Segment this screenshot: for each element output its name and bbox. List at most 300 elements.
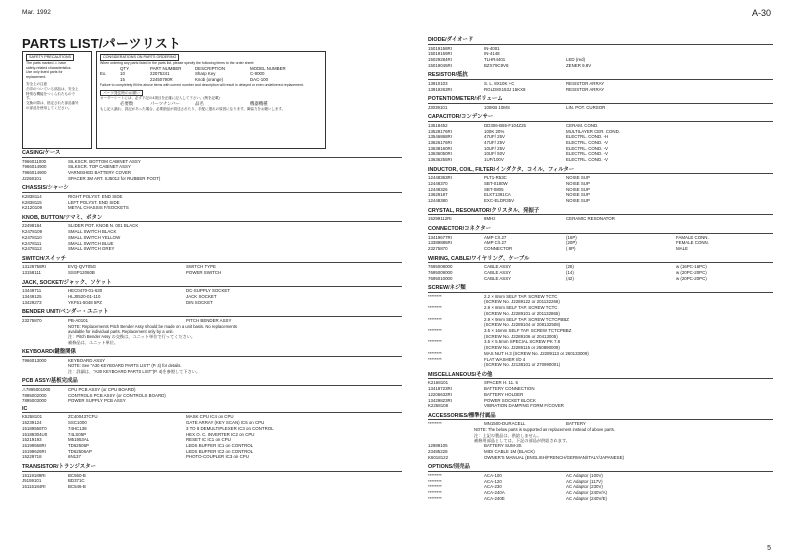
part-number: 15019045RI <box>428 62 452 68</box>
part-number: 13518452 <box>428 122 448 128</box>
part-description: SMALL SWITCH GREY <box>68 246 115 252</box>
part-number <box>428 362 484 368</box>
part-description: POWER SUPPLY PCB ASSY <box>68 398 126 404</box>
part-number: K2168101 <box>428 380 449 386</box>
part-description <box>566 362 676 368</box>
part-description: ACA-240A <box>484 490 505 496</box>
order-cell: C-9000 <box>250 71 265 77</box>
order-cell: Ex. <box>100 71 107 77</box>
part-description: GATE ARRAY (KEY SCAN) IC5 on CPU <box>186 420 265 426</box>
part-number: K6018122 <box>428 454 449 460</box>
part-description: CABLE ASSY <box>484 275 512 281</box>
safety-line: safety-related characteristics. <box>26 65 72 70</box>
part-description: HLJ0520-01-110 <box>68 294 101 300</box>
section-heading: CASING/ケース <box>22 148 402 158</box>
part-number: K5258101 <box>22 414 43 420</box>
model-code: A-30 <box>751 8 771 18</box>
parts-row <box>22 246 402 252</box>
part-description <box>676 63 773 69</box>
section-heading: KEYBOARD/鍵盤関係 <box>22 347 402 357</box>
part-number: 12448326 <box>428 186 448 192</box>
issue-date: Mar. 1992 <box>22 9 51 16</box>
part-description: BC560-B <box>68 472 86 478</box>
part-number: ******** <box>428 472 442 478</box>
part-description: AC Adaptor (240V/E) <box>566 495 608 501</box>
part-description <box>676 216 773 222</box>
part-description: SBT-0180W <box>484 181 508 187</box>
part-number: 23275870 <box>22 317 42 323</box>
part-description: ACA-230 <box>484 484 502 490</box>
section-note: available for individual parts. Replacement only by a unit. <box>68 329 174 335</box>
part-description: VIBRATION DAMPING FORM F/COVER <box>484 403 564 409</box>
part-description: ELECTRL. COND. -V <box>566 145 608 151</box>
part-description: 3.5 × 16mm SELF TAP. SCREW TCTCPBBZ <box>484 328 572 333</box>
safety-line: The parts marked ⚠ have <box>26 60 67 65</box>
part-description <box>676 455 773 461</box>
parts-row <box>428 276 773 282</box>
safety-line: Use only listed parts for <box>26 70 63 75</box>
part-description: TLHR4401 <box>484 56 506 62</box>
part-number: J2268101 <box>22 175 42 181</box>
part-description <box>676 105 773 111</box>
part-number: ******** <box>428 356 442 362</box>
part-number: 13636050RI <box>428 151 452 157</box>
part-description: 74LS05P <box>68 431 87 437</box>
part-number: J5159101 <box>22 478 42 484</box>
part-number: ******** <box>428 495 442 501</box>
section-note: 注：詳細は、"A30 KEYBOARD PARTS LIST"(P. 4)を参照して下さい。 <box>68 368 201 374</box>
order-header: MODEL NUMBER <box>250 65 286 71</box>
section-heading: ACCESSORIES/標準付属品 <box>428 411 773 421</box>
parts-row <box>428 87 773 93</box>
part-description: SWITCH TYPE <box>186 264 216 270</box>
section-heading: SWITCH/スイッチ <box>22 254 402 264</box>
safety-line-jp: ⚠印のついている部品は、安全上 <box>26 86 79 91</box>
part-number: 15189304U0 <box>22 431 48 437</box>
part-number: 13429273 <box>22 299 42 305</box>
part-number: ******** <box>428 484 442 490</box>
part-description: (28) <box>566 264 574 270</box>
part-description: CPU PCB ASSY (or CPU BOARD) <box>68 386 136 392</box>
part-description: DIN SOCKET <box>186 299 213 305</box>
part-description: NOISE SUP <box>566 198 590 204</box>
part-number: K2478109 <box>22 229 43 235</box>
part-description: SMALL SWITCH BLUE <box>68 240 114 246</box>
part-description <box>186 398 402 404</box>
part-description: ZENER 9.8V <box>566 62 592 68</box>
part-number: 7966014900 <box>22 164 47 170</box>
part-number: 7895003000 <box>22 398 47 404</box>
part-description: LIN. POT. CURSOR <box>566 104 606 110</box>
part-number: 15019159RI <box>428 51 452 57</box>
part-description: (42) <box>566 275 574 281</box>
section-heading: CHASSIS/シャーシ <box>22 183 402 193</box>
part-number: 13449125 <box>22 294 42 300</box>
part-description: 2.9 × 9mm SELF TAP. SCREW TCTCPBBZ <box>484 316 569 322</box>
part-number: 13629187 <box>428 192 448 198</box>
part-description: (SCREW No. J2289122 or 201132266) <box>484 299 560 305</box>
part-number: J3039101 <box>428 104 448 110</box>
section-heading: TRANSISTOR/トランジスター <box>22 462 402 472</box>
part-number: 7695009000 <box>428 269 453 275</box>
section-heading: KNOB, BUTTON/ツマミ、ボタン <box>22 213 402 223</box>
part-description: IN-4148 <box>484 51 500 57</box>
order-cell: DAC-100 <box>250 77 269 82</box>
page-title: PARTS LIST/パーツリスト <box>22 36 182 51</box>
part-description: AC Adaptor (240V/A) <box>566 490 608 496</box>
part-description: TD62506AP <box>68 448 92 454</box>
part-description: ACA-100 <box>484 472 502 478</box>
part-description: AC Adaptor (230V) <box>566 484 603 490</box>
part-description: BATTERY SUM-3S <box>484 443 522 449</box>
part-description: RESISTOR ARRAY <box>566 86 605 92</box>
part-description: CERAMIC RESONATOR <box>566 216 615 222</box>
part-description: HEX O. C. INVERTER IC2 on CPU <box>186 431 255 437</box>
parts-row <box>22 176 402 182</box>
order-header-jp: 必要数 <box>120 101 134 107</box>
part-description: POWER SWITCH <box>186 270 222 276</box>
part-number: 15029284RI <box>428 56 452 62</box>
part-description: OWNER'S MANUAL (ENGLISH/FRENCH/GERMAN/ITALY/JAPANESE) <box>484 454 624 460</box>
part-number: K2478110 <box>22 234 42 240</box>
part-description <box>566 455 676 461</box>
part-description: 3 TO 8 DEMULTIPLEXER IC3 on CONTROL <box>186 425 274 431</box>
part-description: RGLD8X153J 15KX8 <box>484 86 526 92</box>
part-number: 13546868RI <box>428 134 452 140</box>
part-description: SBT-0805 <box>484 186 504 192</box>
part-description <box>676 403 773 409</box>
part-description: PLT1-R53C <box>484 175 507 181</box>
part-number: 7695010000 <box>428 275 453 281</box>
order-cell: 22075241 <box>150 71 170 77</box>
ordering-label: CONSIDERATIONS ON PARTS ORDERING <box>100 54 179 61</box>
part-description: AMP C/I.27 <box>484 240 507 246</box>
part-number: 15219193 <box>22 437 42 443</box>
part-description: SMALL SWITCH YELLOW <box>68 234 121 240</box>
part-description: w (20PC-20PC) <box>676 269 707 275</box>
part-description <box>186 205 402 211</box>
part-description: AC Adaptor (100V) <box>566 472 603 478</box>
part-description: AMP C/I.27 <box>484 234 507 240</box>
safety-line-jp: 特別な機能をつくられたもので <box>26 91 75 96</box>
part-number: 13449711 <box>22 288 42 294</box>
part-number: 13419677RI <box>428 234 452 240</box>
part-number: ******** <box>428 328 442 333</box>
part-number: ******** <box>428 339 442 345</box>
left-parts-sections <box>22 146 402 490</box>
part-number: 7966011000 <box>22 158 47 164</box>
part-description: MALE <box>676 245 688 251</box>
part-number: ******** <box>428 478 442 484</box>
order-header-jp: パーツナンバー <box>150 101 181 107</box>
order-cell: Sharp Key <box>195 71 216 77</box>
part-description: LED (red) <box>566 56 586 62</box>
part-description: LEFT POLYST. END SIDE <box>68 199 120 205</box>
part-number: 13529176RI <box>428 128 452 134</box>
section-note: 注：Pitch Bender Assy の交換は、ユニット単位で行ってください。 <box>68 334 196 340</box>
part-number: 15119189RI <box>22 472 46 478</box>
part-description: (14) <box>566 269 574 275</box>
part-description: CABLE ASSY <box>484 264 512 270</box>
part-description: DC-SUPPLY SOCKET <box>186 288 230 294</box>
order-header: DESCRIPTION <box>195 65 226 71</box>
part-number: 13389886RI <box>428 240 452 246</box>
part-description: TD62506P <box>68 442 89 448</box>
part-number: 12206632RI <box>428 391 452 397</box>
part-number: 13910103 <box>428 80 448 86</box>
part-number: 7895002000 <box>22 392 47 398</box>
part-description: CONNECTOR <box>484 245 513 251</box>
part-number: ******** <box>428 490 442 496</box>
parts-row <box>22 205 402 211</box>
part-description: 47UF/ 25V <box>484 134 505 140</box>
part-description: NOISE SUP <box>566 181 590 187</box>
part-description: RESET IC IC1 on CPU <box>186 437 231 443</box>
part-description: FAMALE CONN. <box>676 234 709 240</box>
part-description: FLAT WASHER I/D 4 <box>484 356 526 362</box>
ordering-intro-jp: オーダーシートには、必ず下記の4項目を正確に記入して下さい。(例を記載) <box>100 96 220 101</box>
part-description: ELECTRL. COND. -V <box>566 140 608 146</box>
right-parts-sections <box>428 33 773 501</box>
part-description: (20P) <box>566 240 577 246</box>
ordering-example <box>100 77 322 83</box>
part-description: BATTERY CONNECTION <box>484 386 535 392</box>
part-description: PB-A0101 <box>68 317 89 323</box>
safety-label: SAFETY PRECAUTIONS <box>26 54 74 61</box>
part-number: 15239124 <box>22 420 42 426</box>
part-description: RIGHT POLYST. END SIDE <box>68 193 123 199</box>
part-number: 12448363RI <box>428 175 452 181</box>
part-description: (SCREW No. J2289104 or 208132508) <box>484 322 561 328</box>
part-number: 15115184RI <box>22 483 46 489</box>
part-number: 13158111 <box>22 270 41 276</box>
part-description <box>186 246 402 252</box>
left-column <box>22 0 402 560</box>
safety-line-jp: 交換の際は、指定された部品番号 <box>26 101 79 106</box>
parts-row <box>428 216 773 222</box>
part-description: SSC1000 <box>68 420 87 426</box>
part-description: IN-4001 <box>484 45 500 51</box>
ordering-footer: Failure to completely fill the above items with correct number and description will result in delayed or even undelivered replacement. <box>100 82 304 87</box>
part-description: MAS NUT H.3 (SCREW No. J2289113 or 260133009) <box>484 350 589 356</box>
section-heading: CAPACITOR/コンデンサー <box>428 112 773 122</box>
ordering-footer-jp: もし記入漏れ、誤記があった場合、必要納品が誤送されたり、手配に遅れの原因になります。御協力をお願いします。 <box>100 106 286 111</box>
part-number: K2478112 <box>22 246 42 252</box>
part-description: 47UF/ 25V <box>484 140 505 146</box>
part-description: SPACER H. 11. 5 <box>484 380 518 386</box>
part-number: ******** <box>428 316 442 322</box>
order-cell: 10 <box>120 71 125 77</box>
part-description: 10UF/ 25V <box>484 145 505 151</box>
right-column <box>428 0 773 560</box>
part-description: M51953AL <box>68 437 90 443</box>
page-number: 5 <box>767 545 771 552</box>
part-number: 15199626RI <box>22 448 46 454</box>
part-description: LEDS BUFFER IC2 on CONTROL <box>186 448 254 454</box>
part-description: MN1500-DURACELL <box>484 421 526 427</box>
section-heading: OPTIONS/別売品 <box>428 462 773 472</box>
part-description: SMALL SWITCH BLACK <box>68 229 117 235</box>
part-number: K2838114 <box>22 193 42 199</box>
part-description: SILKSCR. BOTTOM CABINET ASSY <box>68 158 141 164</box>
section-note: 補修用部品としては、下記の部品が供給されます。 <box>474 437 570 443</box>
parts-row <box>428 362 773 368</box>
part-number: 12448380 <box>428 198 448 204</box>
part-description <box>676 362 773 368</box>
section-heading: CRYSTAL, RESONATOR/クリスタル、発振子 <box>428 206 773 216</box>
section-note: NOTE: See "A30 KEYBOARD PARTS LIST" (P. 4) for details. <box>68 363 182 369</box>
part-description: BZX79C9V8 <box>484 62 509 68</box>
safety-line-jp: す。 <box>26 96 33 101</box>
part-description: LEDS BUFFER IC1 on CONTROL <box>186 442 254 448</box>
part-description: 10UF/ 50V <box>484 151 505 157</box>
part-description: CONTROLS PCB ASSY (or CONTROLS BOARD) <box>68 392 166 398</box>
section-heading: IC <box>22 406 402 414</box>
part-description: NOISE SUP <box>566 192 590 198</box>
part-number: 7966013000 <box>22 357 47 363</box>
part-description: BC546-B <box>68 483 86 489</box>
parts-row <box>428 63 773 69</box>
section-note: NOTE: Replacements Pitch Bender Assy should be made on a unit basis. No replacements <box>68 323 237 329</box>
order-header: QTY <box>120 65 130 71</box>
part-description: 6N137 <box>68 454 81 460</box>
parts-row <box>428 496 773 502</box>
safety-line: replacement. <box>26 75 47 80</box>
part-description: 2.2 × 8mm SELF TAP. SCREW TCTC <box>484 293 558 299</box>
section-note: 注：上記の製品は、供給しません。 <box>474 432 542 438</box>
part-description: ACA-120 <box>484 478 502 484</box>
part-description: NOISE SUP <box>566 186 590 192</box>
part-description: 100K 20% <box>484 128 505 134</box>
parts-row <box>22 398 402 404</box>
order-cell <box>100 77 120 83</box>
part-number: 12989105 <box>428 443 448 449</box>
part-number: 13638160RI <box>428 145 452 151</box>
parts-row <box>428 455 773 461</box>
order-header-jp: 品名 <box>195 101 204 107</box>
part-description: KEYBOARD ASSY <box>68 357 106 363</box>
part-number: 15199568RI <box>22 442 46 448</box>
section-heading: DIODE/ダイオード <box>428 35 773 45</box>
section-heading: PCB ASSY/基板完成品 <box>22 376 402 386</box>
parts-row <box>22 270 402 276</box>
parts-ordering-box <box>96 51 326 149</box>
part-description: RESISTOR ARRAY <box>566 80 605 86</box>
part-description <box>186 484 402 490</box>
part-number: 15229718 <box>22 454 42 460</box>
part-description: 74HC138 <box>68 425 87 431</box>
section-heading: INDUCTOR, COIL, FILTER/インダクタ、コイル、フィルター <box>428 165 773 175</box>
part-description: SSSP12060B <box>68 270 95 276</box>
part-description: BD371C <box>68 478 85 484</box>
part-description: SILKSCR. TOP CABINET ASSY <box>68 164 131 170</box>
part-description: EVQ-QVT05G <box>68 264 97 270</box>
part-description <box>186 358 402 364</box>
part-description: YKF51-5048 5PZ <box>68 299 102 305</box>
part-description: VARNISHED BATTERY COVER <box>68 169 132 175</box>
section-note: NOTE: The below parts is supported as replacement instead of above parts. <box>474 427 615 433</box>
part-number: K2838115 <box>22 199 42 205</box>
part-description: MULTILAYER CER. COND. <box>566 128 620 134</box>
section-heading: CONNECTOR/コネクター <box>428 224 773 234</box>
part-number: 15019158RI <box>428 45 452 51</box>
section-note: 補修品は、ユニット単位。 <box>68 339 119 345</box>
ordering-label-jp: パーツ発注時のお願い <box>100 90 143 97</box>
part-description: w (20PC-20PC) <box>676 275 707 281</box>
part-description <box>676 87 773 93</box>
part-number: 23275870 <box>428 245 448 251</box>
part-description: FEMALE CONN. <box>676 240 709 246</box>
parts-row <box>428 198 773 204</box>
section-heading: BENDER UNIT/ベンダー・ユニット <box>22 307 402 317</box>
part-description: 100KB 10MS <box>484 104 510 110</box>
part-description: EXC-ELDR35V <box>484 198 515 204</box>
part-description: ZC400437CFU <box>68 414 98 420</box>
part-number: 13626176RI <box>428 140 452 146</box>
part-description: PITCH BENDER ASSY <box>186 317 232 323</box>
part-description <box>186 176 402 182</box>
part-number: 22498184 <box>22 223 42 229</box>
part-number: 12448370 <box>428 181 448 187</box>
part-description: 1UF/100V <box>484 157 504 163</box>
part-number: 15189556T0 <box>22 425 47 431</box>
part-description: ELECTRL. COND. -V <box>566 151 608 157</box>
part-description: SPACER 3M ART. SJ5012 for RUBBER FOOT) <box>68 175 161 181</box>
part-number: 13636255RI <box>428 157 452 163</box>
part-number: 13418723RI <box>428 386 452 392</box>
part-number: 13429823RI <box>428 397 452 403</box>
part-description <box>676 198 773 204</box>
section-heading: POTENTIOMETER/ボリューム <box>428 94 773 104</box>
part-description: ELKT1391CA <box>484 192 511 198</box>
part-description: ( 8P) <box>566 245 576 251</box>
part-description: (16P) <box>566 234 577 240</box>
part-description: CABLE ASSY <box>484 269 512 275</box>
part-description <box>566 403 676 409</box>
safety-precautions-box <box>22 51 92 149</box>
part-description: S. L. 8X10K +C <box>484 80 515 86</box>
parts-row <box>428 403 773 409</box>
part-description: 8MHz <box>484 216 496 222</box>
part-description: NOISE SUP <box>566 175 590 181</box>
safety-line-jp: の部品を使用してください。 <box>26 105 72 110</box>
part-description: 2.9 × 8mm SELF TAP. SCREW TCTC <box>484 305 558 311</box>
part-number: 15299112RI <box>428 216 452 222</box>
part-number: ******** <box>428 293 442 299</box>
order-header-jp: 機器機種 <box>250 101 268 107</box>
part-description: DD306-B55-F104Z25 <box>484 122 526 128</box>
part-description <box>676 157 773 163</box>
ordering-intro: When ordering any parts listed in the parts list, please specify the following items to the order sheet: <box>100 60 255 65</box>
part-number: ⚠7895001000 <box>22 386 51 392</box>
part-description: CERAM. COND. <box>566 122 599 128</box>
part-description <box>676 496 773 502</box>
order-cell: Knob (orange) <box>195 77 224 82</box>
part-description: SLIDER POT. KNOB N. 001 BLACK <box>68 223 139 229</box>
part-description: ELECTRL. COND. -V <box>566 157 608 163</box>
part-description: ELECTRL. COND. -H <box>566 134 609 140</box>
part-description: HEC0470-01-630 <box>68 288 103 294</box>
order-cell: 22450790R <box>150 77 173 82</box>
part-description: BATTERY HOLDER <box>484 391 524 397</box>
part-description: MASK CPU IC4 on CPU <box>186 414 234 420</box>
part-number: ******** <box>428 305 442 311</box>
parts-row <box>22 300 402 306</box>
section-heading: RESISTOR/抵抗 <box>428 70 773 80</box>
part-description: METAL CHASSIS F/SOCKETS <box>68 205 129 211</box>
parts-row <box>428 105 773 111</box>
parts-row <box>22 318 402 324</box>
